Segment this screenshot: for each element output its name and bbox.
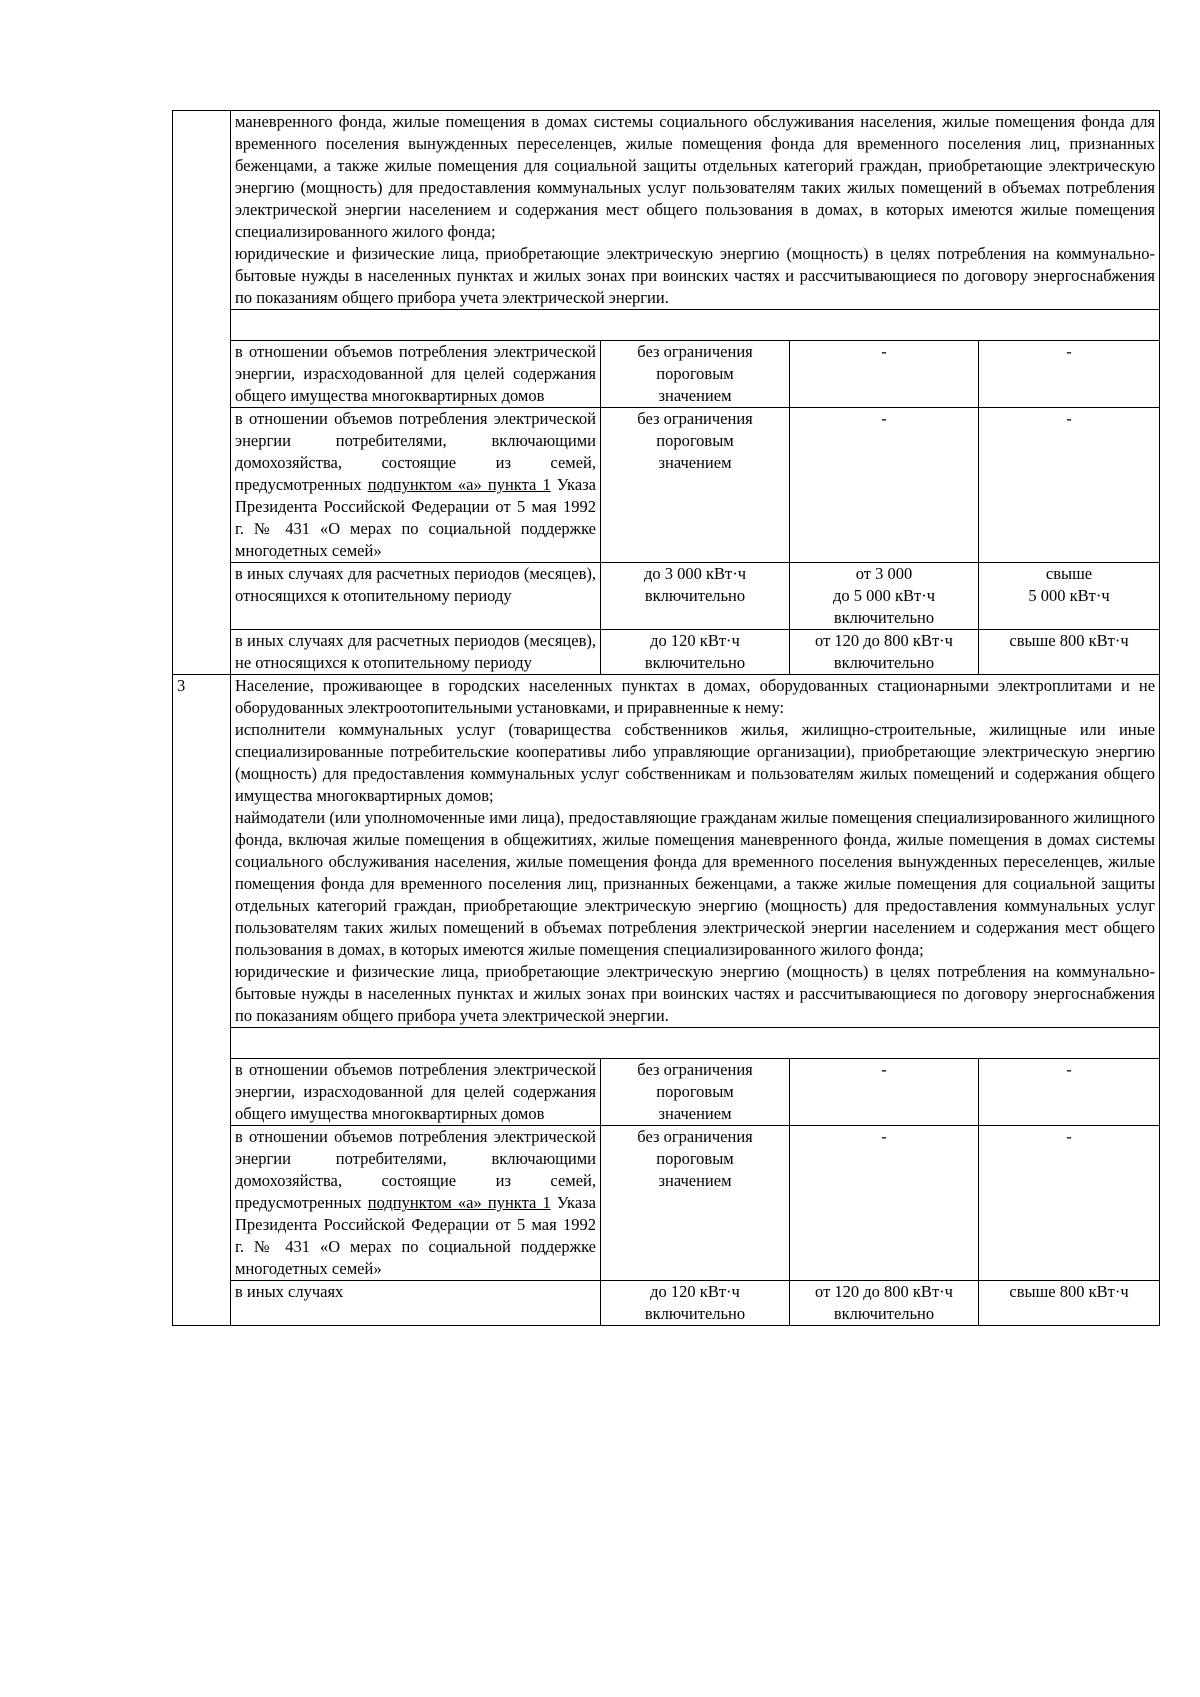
section-3-paragraph: Население, проживающее в городских населенных пунктах в домах, оборудованных стационарными электроплитами и не оборудованных электроотопительными установками, и приравненные к нему: — [235, 676, 1156, 717]
threshold-row — [173, 1281, 1160, 1326]
condition-cell: в иных случаях для расчетных периодов (месяцев), не относящихся к отопительному периоду — [231, 630, 601, 675]
threshold-1-cell: до 120 кВт·ч включительно — [601, 1281, 790, 1326]
threshold-row — [173, 1126, 1160, 1281]
threshold-1-cell: без ограничения пороговым значением — [601, 1126, 790, 1281]
spacer-row — [173, 1028, 1160, 1059]
section-3-paragraph: наймодатели (или уполномоченные ими лица), предоставляющие гражданам жилые помещения специализированного жилищного фонда, включая жилые помещения в общежитиях, жилые помещения маневренного фонда, жилые помещения в домах системы социального обслуживания населения, жилые помещения фонда для временного поселения вынужденных переселенцев, жилые помещения фонда для временного поселения лиц, признанных беженцами, а также жилые помещения для социальной защиты отдельных категорий граждан, приобретающие электрическую энергию (мощность) для предоставления коммунальных услуг пользователям таких жилых помещений в объемах потребления электрической энергии населением и содержания мест общего пользования в домах, в которых имеются жилые помещения специализированного жилого фонда; — [235, 808, 1156, 959]
section-3-paragraph: исполнители коммунальных услуг (товарищества собственников жилья, жилищно-строительные, жилищные или иные специализированные потребительские кооперативы либо управляющие организации), приобретающие электрическую энергию (мощность) для предоставления коммунальных услуг собственникам и пользователям жилых помещений и содержания общего имущества многоквартирных домов; — [235, 720, 1156, 805]
tariff-table — [172, 110, 1160, 1326]
threshold-2-cell: - — [790, 1126, 979, 1281]
threshold-1-cell: без ограничения пороговым значением — [601, 408, 790, 563]
threshold-2-cell: от 3 000 до 5 000 кВт·ч включительно — [790, 563, 979, 630]
threshold-1-cell: без ограничения пороговым значением — [601, 341, 790, 408]
top-text-row — [173, 111, 1160, 310]
threshold-2-cell: - — [790, 341, 979, 408]
decree-link[interactable]: подпунктом «а» пункта 1 — [367, 475, 551, 494]
section-number: 3 — [173, 675, 231, 1326]
section-3-paragraph: юридические и физические лица, приобретающие электрическую энергию (мощность) в целях потребления на коммунально-бытовые нужды в населенных пунктах и жилых зонах при воинских частях и рассчитывающиеся по договору энергоснабжения по показаниям общего прибора учета электрической энергии. — [235, 962, 1156, 1025]
threshold-2-cell: от 120 до 800 кВт·ч включительно — [790, 630, 979, 675]
spacer-row — [173, 310, 1160, 341]
threshold-2-cell: - — [790, 408, 979, 563]
threshold-1-cell: без ограничения пороговым значением — [601, 1059, 790, 1126]
threshold-3-cell: - — [979, 408, 1160, 563]
section-3-text-cell — [231, 675, 1160, 1028]
top-text-cell — [231, 111, 1160, 310]
threshold-row — [173, 341, 1160, 408]
condition-cell — [231, 408, 601, 563]
threshold-3-cell: - — [979, 1126, 1160, 1281]
condition-text: Указа Президента Российской Федерации от 5 мая 1992 г. № 431 «О мерах по социальной поддержке многодетных семей» — [235, 475, 596, 560]
threshold-row — [173, 630, 1160, 675]
threshold-3-cell: - — [979, 1059, 1160, 1126]
condition-cell — [231, 1126, 601, 1281]
threshold-1-cell: до 120 кВт·ч включительно — [601, 630, 790, 675]
top-paragraph: маневренного фонда, жилые помещения в домах системы социального обслуживания населения, жилые помещения фонда для временного поселения вынужденных переселенцев, жилые помещения фонда для временного поселения лиц, признанных беженцами, а также жилые помещения для социальной защиты отдельных категорий граждан, приобретающие электрическую энергию (мощность) для предоставления коммунальных услуг пользователям таких жилых помещений в объемах потребления электрической энергии населением и содержания мест общего пользования в домах, в которых имеются жилые помещения специализированного жилого фонда; — [235, 112, 1156, 241]
threshold-3-cell: свыше 800 кВт·ч — [979, 630, 1160, 675]
threshold-row — [173, 1059, 1160, 1126]
condition-cell: в отношении объемов потребления электрической энергии, израсходованной для целей содержания общего имущества многоквартирных домов — [231, 1059, 601, 1126]
condition-text: в отношении объемов потребления электрической энергии потребителями, включающими домохозяйства, состоящие из семей, предусмотренных — [235, 409, 596, 494]
condition-cell: в иных случаях для расчетных периодов (месяцев), относящихся к отопительному периоду — [231, 563, 601, 630]
threshold-row — [173, 408, 1160, 563]
top-paragraph: юридические и физические лица, приобретающие электрическую энергию (мощность) в целях потребления на коммунально-бытовые нужды в населенных пунктах и жилых зонах при воинских частях и рассчитывающиеся по договору энергоснабжения по показаниям общего прибора учета электрической энергии. — [235, 244, 1156, 307]
threshold-1-cell: до 3 000 кВт·ч включительно — [601, 563, 790, 630]
condition-cell: в отношении объемов потребления электрической энергии, израсходованной для целей содержания общего имущества многоквартирных домов — [231, 341, 601, 408]
threshold-row — [173, 563, 1160, 630]
threshold-2-cell: - — [790, 1059, 979, 1126]
section-3-text-row — [173, 675, 1160, 1028]
threshold-3-cell: свыше 5 000 кВт·ч — [979, 563, 1160, 630]
condition-text: в отношении объемов потребления электрической энергии потребителями, включающими домохозяйства, состоящие из семей, предусмотренных — [235, 1127, 596, 1212]
top-number-cell — [173, 111, 231, 675]
condition-text: Указа Президента Российской Федерации от 5 мая 1992 г. № 431 «О мерах по социальной поддержке многодетных семей» — [235, 1193, 596, 1278]
threshold-3-cell: свыше 800 кВт·ч — [979, 1281, 1160, 1326]
condition-cell: в иных случаях — [231, 1281, 601, 1326]
spacer-cell — [231, 1028, 1160, 1059]
decree-link[interactable]: подпунктом «а» пункта 1 — [367, 1193, 551, 1212]
threshold-3-cell: - — [979, 341, 1160, 408]
threshold-2-cell: от 120 до 800 кВт·ч включительно — [790, 1281, 979, 1326]
spacer-cell — [231, 310, 1160, 341]
